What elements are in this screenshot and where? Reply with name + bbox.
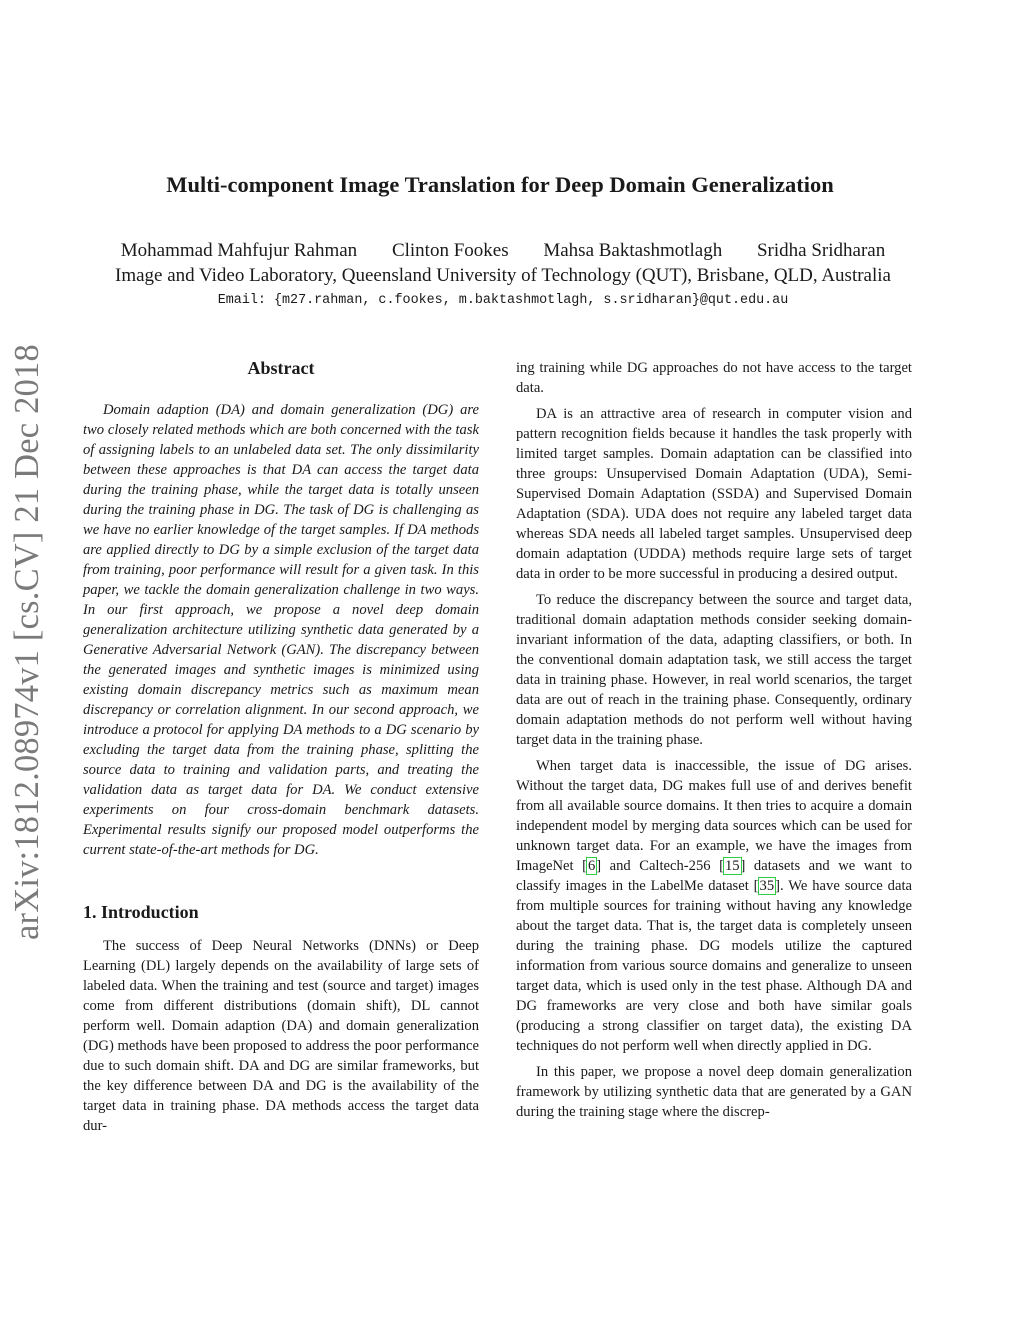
author-name: Sridha Sridharan (756, 240, 886, 261)
author-emails: Email: {m27.rahman, c.fookes, m.baktashmotlagh, s.sridharan}@qut.edu.au (217, 293, 789, 308)
paragraph-text: and Caltech-256 (601, 858, 720, 874)
arxiv-identifier[interactable]: arXiv:1812.08974v1 [cs.CV] 21 Dec 2018 (8, 344, 46, 940)
abstract-heading: Abstract (247, 358, 315, 378)
affiliation: Image and Video Laboratory, Queensland University of Technology (QUT), Brisbane, QLD, Australia (115, 265, 891, 286)
author-name: Clinton Fookes (391, 240, 509, 261)
paragraph-text: datasets and we want to classify images in the LabelMe dataset (516, 858, 913, 894)
citation-link[interactable]: 15 (724, 858, 740, 874)
intro-paragraph-4: When target data is inaccessible, the issue of DG arises. Without the target data, DG makes full use of and derives benefit from all available source domains. It then tries to acquire a domain independent model by merging data sources which can be used for unknown target data. For an example, we have the images from ImageNet [6] and Caltech-256 [15] datasets and we want to classify images in the LabelMe dataset [35]. We have source data from multiple sources for training without having any knowledge about the target data. That is, the target data is completely unseen during the training phase. DG models utilize the captured information from various source domains and generalize to unseen target data, which is used only in the test phase. Although DA and DG frameworks are very close and both have similar goals (producing a strong classifier on target data), the existing DA techniques do not perform well when directly applied in DG. (516, 758, 913, 1054)
right-column (516, 358, 912, 1128)
left-column (83, 356, 479, 1142)
paragraph-text: When target data is inaccessible, the issue of DG arises. Without the target data, DG makes full use of and derives benefit from all available source domains. It then tries to acquire a domain independent model by merging data sources which can be used for unknown target data. For an example, we have the images from ImageNet (516, 758, 912, 874)
abstract-text: Domain adaption (DA) and domain generalization (DG) are two closely related methods which are both concerned with the task of assigning labels to an unlabeled data set. The only dissimilarity between these approaches is that DA can access the target data during the training phase, while the target data is totally unseen during the training phase in DG. The task of DG is challenging as we have no earlier knowledge of the target samples. If DA methods are applied directly to DG by a simple exclusion of the target data from training, poor performance will result for a given task. In this paper, we tackle the domain generalization challenge in two ways. In our first approach, we propose a novel deep domain generalization architecture utilizing synthetic data generated by a Generative Adversarial Network (GAN). The discrepancy between the generated images and synthetic images is minimized using existing domain discrepancy metrics such as maximum mean discrepancy or correlation alignment. In our second approach, we introduce a protocol for applying DA methods to a DG scenario by excluding the target data from the training phase, splitting the source data to training and validation parts, and treating the validation data as target data for DA. We conduct extensive experiments on four cross-domain benchmark datasets. Experimental results signify our proposed model outperforms the current state-of-the-art methods for DG. (83, 402, 479, 858)
paragraph-text: . We have source data from multiple sources for training without having any knowledge about the target data. That is, the target data is completely unseen during the training phase. DG models utilize the captured information from various source domains and generalize to unseen target data, which is used only in the test phase. Although DA and DG frameworks are very close and both have similar goals (producing a strong classifier on target data), the existing DA techniques do not perform well when directly applied in DG. (516, 878, 912, 1054)
intro-paragraph-1-continued: ing training while DG approaches do not have access to the target data. (516, 360, 912, 396)
author-name: Mohammad Mahfujur Rahman (120, 240, 358, 261)
author-name: Mahsa Baktashmotlagh (543, 240, 723, 261)
intro-paragraph-1: The success of Deep Neural Networks (DNNs) or Deep Learning (DL) largely depends on the availability of large sets of labeled data. When the training and test (source and target) images come from different distributions (domain shift), DL cannot perform well. Domain adaption (DA) and domain generalization (DG) methods have been proposed to address the poor performance due to such domain shift. DA and DG are similar frameworks, but the key difference between DA and DG is the availability of the target data in training phase. DA methods access the target data dur- (83, 938, 479, 1134)
intro-paragraph-2: DA is an attractive area of research in computer vision and pattern recognition fields because it handles the task properly with limited target samples. Domain adaptation can be classified into three groups: Unsupervised Domain Adaptation (UDA), Semi-Supervised Domain Adaptation (SSDA) and Supervised Domain Adaptation (SDA). UDA does not require any labeled target data whereas SDA needs all labeled target samples. Unsupervised deep domain adaptation (UDDA) methods require large sets of target data in order to be more successful in producing a desired output. (516, 406, 912, 582)
intro-paragraph-3: To reduce the discrepancy between the source and target data, traditional domain adaptation methods consider seeking domain-invariant information of the data, adapting classifiers, or both. In the conventional domain adaptation task, we still access the target data in training phase. However, in real world scenarios, the target data are out of reach in the training phase. Consequently, ordinary domain adaptation methods do not perform well without having target data in the training phase. (516, 592, 912, 748)
intro-paragraph-5: In this paper, we propose a novel deep domain generalization framework by utilizing synthetic data that are generated by a GAN during the training stage where the discrep- (516, 1064, 912, 1120)
citation-link[interactable]: 35 (759, 878, 775, 894)
author-list (0, 240, 1006, 262)
citation-link[interactable]: 6 (587, 858, 596, 874)
paper-title: Multi-component Image Translation for Deep Domain Generalization (166, 172, 834, 197)
introduction-heading: 1. Introduction (83, 902, 199, 922)
